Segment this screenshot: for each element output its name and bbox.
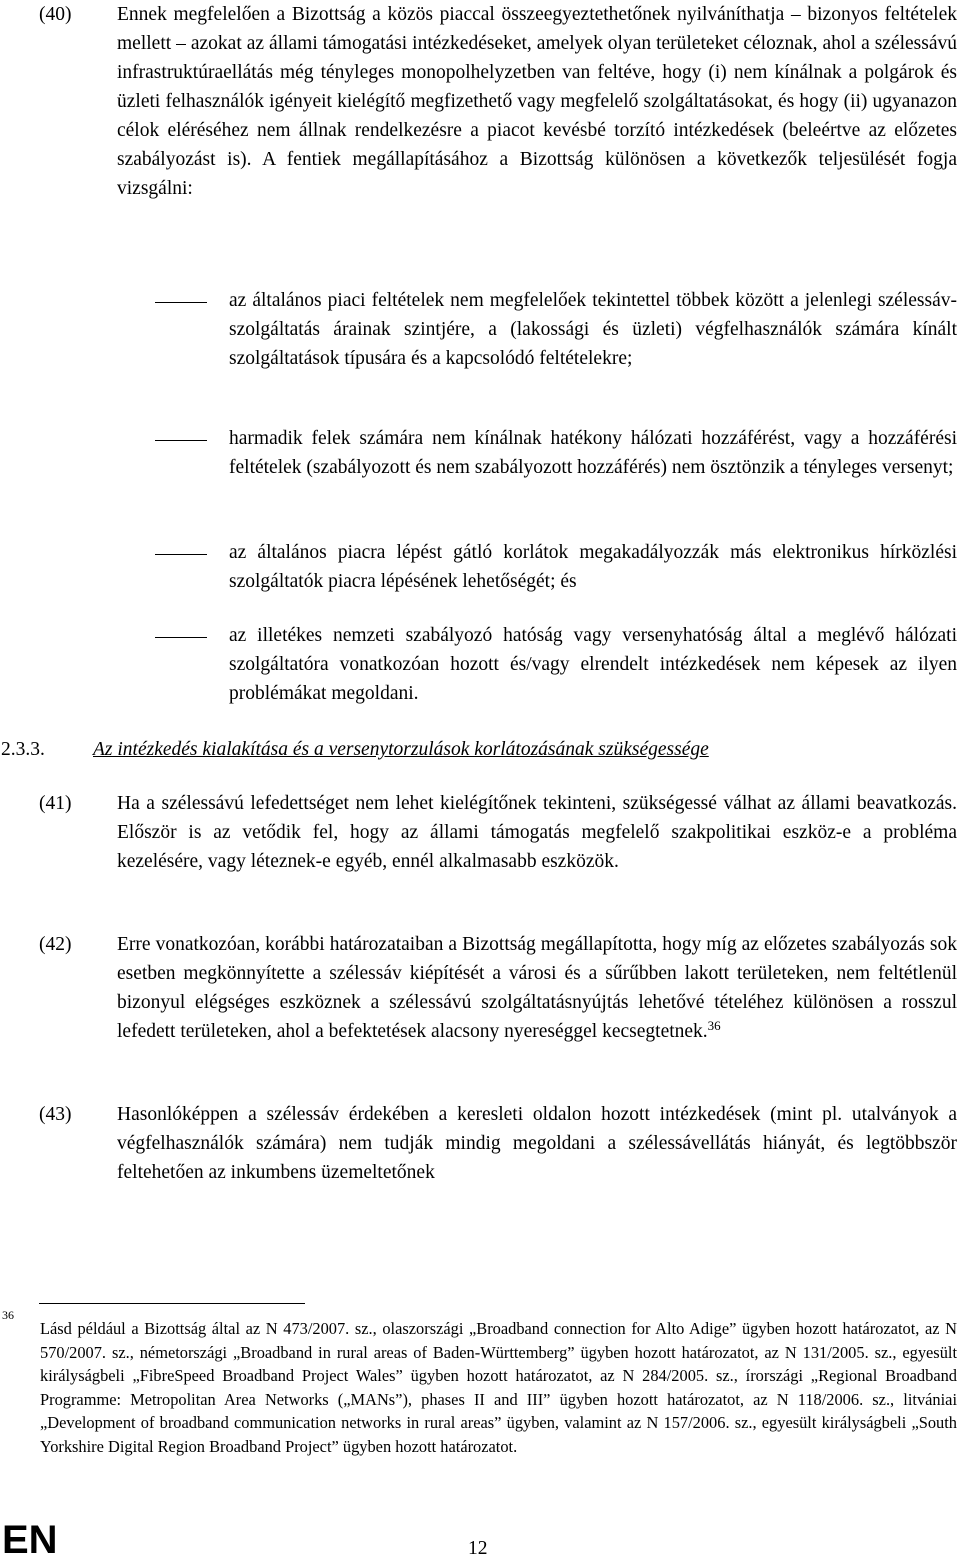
dash-bullet <box>155 302 207 303</box>
paragraph-number: (42) <box>39 934 72 955</box>
dash-bullet <box>155 554 207 555</box>
paragraph-body: Erre vonatkozóan, korábbi határozataiban a Bizottság megállapította, hogy míg az előzetes szabályozás sok esetben megkönnyítette a szélessáv kiépítését a városi és a sűrűbben lakott területeken, nem feltétlenül bizonyul elégséges eszköznek a szélessávú szolgáltatásnyújtás lehetővé tételéhez különösen a rosszul lefedett területeken, ahol a befektetések alacsony nyereséggel kecsegtetnek. <box>117 934 957 1042</box>
page-number: 12 <box>468 1538 488 1559</box>
paragraph-number: (43) <box>39 1104 72 1125</box>
section-number: 2.3.3. <box>1 739 45 760</box>
footnote-reference[interactable]: 36 <box>707 1018 721 1033</box>
footnote-separator <box>39 1303 305 1304</box>
dash-bullet <box>155 440 207 441</box>
list-item-text: az általános piaci feltételek nem megfelelőek tekintettel többek között a jelenlegi szélessáv-szolgáltatás árainak szintjére, a (lakossági és üzleti) végfelhasználók számára kínált szolgáltatások típusára és a kapcsolódó feltételekre; <box>229 290 957 369</box>
paragraph-text: Hasonlóképpen a szélessáv érdekében a keresleti oldalon hozott intézkedések (mint pl. utalványok a végfelhasználók számára) nem tudják mindig megoldani a szélessávellátás hiányát, és legtöbbször feltehetően az inkumbens üzemeltetőnek <box>117 1104 957 1183</box>
paragraph-text <box>117 930 957 1046</box>
section-title: Az intézkedés kialakítása és a versenytorzulások korlátozásának szükségessége <box>93 739 709 760</box>
list-item-text: az illetékes nemzeti szabályozó hatóság vagy versenyhatóság által a meglévő hálózati szolgáltatóra vonatkozóan hozott és/vagy elrendelt intézkedések nem képesek az ilyen problémákat megoldani. <box>229 625 957 704</box>
list-item-text: az általános piacra lépést gátló korlátok megakadályozzák más elektronikus hírközlési szolgáltatók piacra lépésének lehetőségét; és <box>229 542 957 592</box>
list-item-text: harmadik felek számára nem kínálnak hatékony hálózati hozzáférést, vagy a hozzáférési feltételek (szabályozott és nem szabályozott hozzáférés) nem ösztönzik a tényleges versenyt; <box>229 428 957 478</box>
footnote-text: Lásd például a Bizottság által az N 473/2007. sz., olaszországi „Broadband connection for Alto Adige” ügyben hozott határozatot, az N 570/2007. sz., németországi „Broadband in rural areas of Baden-Württemberg” ügyben hozott határozatot, az N 131/2005. sz., egyesült királyságbeli „FibreSpeed Broadband Project Wales” ügyben hozott határozatot, az N 284/2005. sz., írországi „Regional Broadband Programme: Metropolitan Area Networks („MANs”), phases II and III” ügyben hozott határozatot, az N 118/2006. sz., litvániai „Development of broadband communication networks in rural areas” ügyben, valamint az N 157/2006. sz., egyesült királyságbeli „South Yorkshire Digital Region Broadband Project” ügyben hozott határozatot. <box>40 1319 957 1456</box>
language-code: EN <box>2 1518 58 1562</box>
dash-bullet <box>155 637 207 638</box>
paragraph-text: Ennek megfelelően a Bizottság a közös piaccal összeegyeztethetőnek nyilváníthatja – bizonyos feltételek mellett – azokat az állami támogatási intézkedéseket, amelyek olyan területeket céloznak, ahol a szélessávú infrastruktúraellátás még tényleges monopolhelyzetben van feltéve, hogy (i) nem kínálnak a polgárok és üzleti felhasználók igényeit kielégítő megfizethető vagy megfelelő szolgáltatásokat, és hogy (ii) ugyanazon célok eléréséhez nem állnak rendelkezésre a piacot kevésbé torzító intézkedések (beleértve az előzetes szabályozást is). A fentiek megállapításához a Bizottság különösen a következők teljesülését fogja vizsgálni: <box>117 4 957 199</box>
footnote-number: 36 <box>2 1308 14 1322</box>
paragraph-text: Ha a szélessávú lefedettséget nem lehet kielégítőnek tekinteni, szükségessé válhat az állami beavatkozás. Először is az vetődik fel, hogy az állami támogatás megfelelő szakpolitikai eszköz-e a probléma kezelésére, vagy léteznek-e egyéb, ennél alkalmasabb eszközök. <box>117 793 957 872</box>
paragraph-number: (40) <box>39 4 72 25</box>
paragraph-number: (41) <box>39 793 72 814</box>
